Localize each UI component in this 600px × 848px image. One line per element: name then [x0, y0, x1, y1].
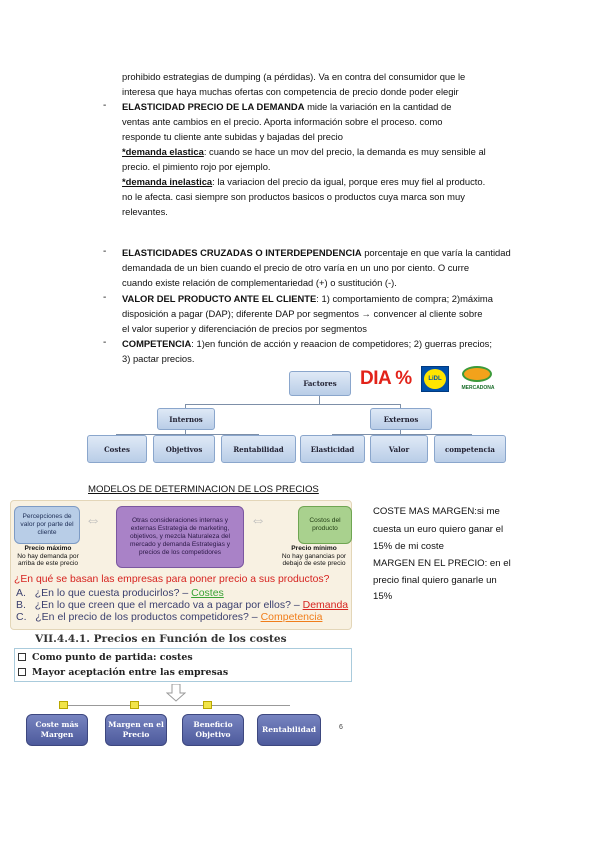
elasticidad-paragraph [122, 99, 486, 219]
cruzadas-paragraph [122, 245, 511, 290]
competencia-title: COMPETENCIA [122, 338, 192, 349]
other-considerations-text: Otras consideraciones internas y externas Estrategia de marketing, objetivos, y mezcla Naturaleza del mercado y demanda Estrategias y precios de los competidores [129, 517, 231, 556]
factors-root: Factores [289, 371, 351, 396]
factor-objetivos: Objetivos [153, 435, 215, 463]
pricing-question-text: ¿En qué se basan las empresas para poner precio a sus productos? [14, 574, 330, 585]
answer-b [16, 599, 348, 611]
section-heading [88, 482, 319, 497]
answer-a [16, 587, 224, 599]
answer-c [16, 611, 322, 623]
answer-b-text: ¿En lo que creen que el mercado va a pagar por ellos? – [34, 599, 303, 611]
margen-line-1: MARGEN EN EL PRECIO: en el [373, 558, 511, 569]
inelastica-line-1: : la variacion del precio da igual, porque eres muy fiel al producto. [212, 176, 486, 187]
max-price-text: No hay demanda por arriba de este precio [17, 552, 79, 568]
lidl-logo [421, 366, 449, 392]
elasticidad-title: ELASTICIDAD PRECIO DE LA DEMANDA [122, 101, 305, 112]
min-price-text: No hay ganancias por debajo de este precio [281, 552, 347, 568]
min-price-label: Precio mínimo [291, 545, 337, 552]
answer-a-value: Costes [191, 587, 224, 599]
product-costs-text: Costos del producto [309, 517, 341, 532]
lidl-logo-text: LiDL [428, 376, 442, 382]
max-price-caption [12, 545, 84, 568]
valor-line-1: : 1) comportamiento de compra; 2)máxima [316, 293, 493, 304]
intro-line-1: prohibido estrategias de dumping (a pérdidas). Va en contra del consumidor que le [122, 71, 466, 82]
value-perception-box [14, 506, 80, 544]
slide-number: 6 [339, 724, 343, 731]
coste-line-3: 15% de mi coste [373, 541, 444, 552]
checkbox-icon [18, 668, 26, 676]
max-price-label: Precio máximo [24, 545, 72, 552]
intro-line-2: interesa que haya muchas ofertas con competencia de precio donde poder elegir [122, 86, 459, 97]
cruzadas-line-3: cuando existe relación de complementariedad (+) o sustitución (-). [122, 277, 397, 288]
elasticidad-line-1: mide la variación en la cantidad de [304, 101, 452, 112]
factors-internal: Internos [157, 408, 215, 430]
cruzadas-line-2: demandada de un bien cuando el precio de otro varía en un uno por ciento. O curre [122, 262, 470, 273]
costs-heading [35, 633, 287, 645]
elastica-label: *demanda elastica [122, 146, 204, 157]
factors-external: Externos [370, 408, 432, 430]
step-beneficio-objetivo: Beneficio Objetivo [182, 714, 244, 746]
dia-logo [360, 368, 415, 390]
cruzadas-line-1: porcentaje en que varía la cantidad [361, 247, 511, 258]
answer-b-value: Demanda [302, 599, 349, 611]
factor-competencia: competencia [434, 435, 506, 463]
answer-b-letter: B. [16, 599, 26, 611]
costs-item-2-text: Mayor aceptación entre las empresas [32, 667, 229, 678]
answer-a-text: ¿En lo que cuesta producirlos? – [34, 587, 192, 599]
bullet-marker: - [103, 246, 107, 257]
elasticidad-line-2: ventas ante cambios en el precio. Aporta información sobre el proceso. como [122, 116, 443, 127]
bullet-marker: - [103, 100, 107, 111]
factor-costes: Costes [87, 435, 147, 463]
connector [185, 404, 400, 405]
section-heading-text: MODELOS DE DETERMINACION DE LOS PRECIOS [88, 484, 319, 495]
answer-c-text: ¿En el precio de los productos competidores? – [35, 611, 261, 623]
elastica-line-1: : cuando se hace un mov del precio, la demanda es muy sensible al [203, 146, 486, 157]
mercadona-logo-text: MERCADONA [461, 385, 495, 391]
costs-item-1 [18, 652, 193, 663]
marker-square [130, 701, 139, 709]
other-considerations-box [116, 506, 244, 568]
costs-item-2 [18, 667, 228, 678]
connector [319, 396, 320, 404]
valor-line-3: el valor superior y diferenciación de precios por segmentos [122, 323, 367, 334]
valor-title: VALOR DEL PRODUCTO ANTE EL CLIENTE [122, 293, 317, 304]
cruzadas-title: ELASTICIDADES CRUZADAS O INTERDEPENDENCIA [122, 247, 362, 258]
costs-heading-text: VII.4.4.1. Precios en Función de los costes [35, 633, 287, 645]
answer-c-letter: C. [16, 611, 27, 623]
answer-a-letter: A. [16, 587, 26, 599]
dia-logo-text: DIA % [360, 368, 412, 389]
step-margen-en-precio: Margen en el Precio [105, 714, 167, 746]
competencia-line-2: 3) pactar precios. [122, 353, 195, 364]
margen-line-3: 15% [373, 591, 393, 602]
value-perception-text: Percepciones de valor por parte del cliente [20, 513, 74, 536]
bullet-marker: - [103, 292, 107, 303]
answer-c-value: Competencia [260, 611, 323, 623]
competencia-paragraph [122, 336, 492, 366]
step-rentabilidad: Rentabilidad [257, 714, 321, 746]
valor-paragraph [122, 291, 493, 336]
inelastica-line-3: relevantes. [122, 206, 168, 217]
inelastica-label: *demanda inelastica [122, 176, 213, 187]
product-costs-box [298, 506, 352, 544]
checkbox-icon [18, 653, 26, 661]
min-price-caption [278, 545, 350, 568]
bullet-marker: - [103, 337, 107, 348]
factor-elasticidad: Elasticidad [300, 435, 365, 463]
connector [64, 705, 290, 706]
factor-rentabilidad: Rentabilidad [221, 435, 296, 463]
elasticidad-line-3: responde tu cliente ante subidas y bajadas del precio [122, 131, 343, 142]
step-coste-mas-margen: Coste más Margen [26, 714, 88, 746]
double-arrow-icon: ⇔ [250, 512, 266, 529]
side-note-coste [373, 503, 503, 556]
elastica-line-2: precio. el pimiento rojo por ejemplo. [122, 161, 271, 172]
factor-valor: Valor [370, 435, 428, 463]
marker-square [203, 701, 212, 709]
costs-item-1-text: Como punto de partida: costes [32, 652, 193, 663]
valor-line-2: disposición a pagar (DAP); diferente DAP por segmentos → convencer al cliente sobre [122, 308, 483, 319]
down-arrow-icon [166, 684, 186, 702]
double-arrow-icon: ⇔ [85, 512, 101, 529]
pricing-question [14, 574, 329, 585]
side-note-margen [373, 556, 511, 606]
mercadona-logo [452, 366, 504, 396]
marker-square [59, 701, 68, 709]
coste-line-1: COSTE MAS MARGEN:si me [373, 506, 500, 517]
margen-line-2: precio final quiero ganarle un [373, 574, 497, 586]
competencia-line-1: : 1)en función de acción y reaacion de competidores; 2) guerras precios; [191, 338, 492, 349]
inelastica-line-2: no le afecta. casi siempre son productos basicos o productos cuya marca son muy [122, 191, 465, 202]
coste-line-2: cuesta un euro quiero ganar el [373, 523, 504, 535]
intro-text [122, 69, 465, 99]
